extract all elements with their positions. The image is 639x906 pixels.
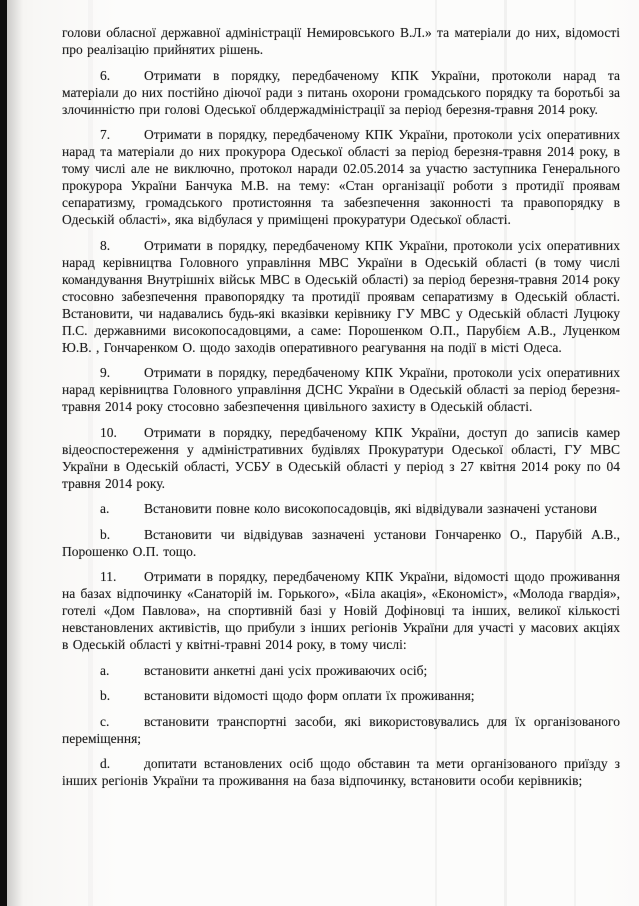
item-letter: a. xyxy=(100,662,110,678)
scan-edge-strip xyxy=(0,0,7,906)
item-number: 6. xyxy=(100,67,111,83)
sub-item-10a xyxy=(62,500,620,517)
item-number: 8. xyxy=(100,237,111,253)
item-letter: a. xyxy=(100,501,110,516)
paragraph-item-7 xyxy=(62,126,620,228)
item-number: 11. xyxy=(100,569,117,584)
item-text: встановити анкетні дані усіх проживаючих осіб; xyxy=(144,662,428,678)
paragraph-item-6 xyxy=(62,67,620,118)
item-text: Отримати в порядку, передбаченому КПК України, протоколи нарад та матеріали до них постійно діючої ради з питань охорони громадського порядку та боротьбі за злочинністю при голові Одеської облдержадміністрації за період березня-травня 2014 року. xyxy=(62,67,620,117)
item-number: 9. xyxy=(100,365,111,380)
sub-item-11c xyxy=(62,713,620,747)
item-letter: b. xyxy=(100,526,111,542)
sub-item-11b xyxy=(62,687,620,704)
item-text: Отримати в порядку, передбаченому КПК України, протоколи усіх оперативних нарад керівництва Головного управління МВС України в Одеській області (в тому числі командування Внутрішніх військ МВС в Одеській області) за період березня-травня 2014 року стосовно забезпечення правопорядку та протидії проявам сепаратизму в Одеській області. Встановити, чи надавались будь-які вказівки керівнику ГУ МВС у Одеській області Луцюку П.С. державними високопосадовцями, а саме: Порошенком О.П., Парубієм А.В., Луценком Ю.В. , Гончаренком О. щодо заходів оперативного реагування на події в місті Одеса. xyxy=(62,237,620,355)
paragraph-item-11 xyxy=(62,568,620,653)
item-text: допитати встановлених осіб щодо обставин та мети організованого приїзду з інших регіонів України та проживання на база відпочинку, встановити особи керівників; xyxy=(62,756,620,788)
sub-item-11a xyxy=(62,662,620,679)
paragraph-continuation: голови обласної державної адміністрації Немировського В.Л.» та матеріали до них, відомості про реалізацію прийнятих рішень. xyxy=(62,25,620,57)
item-text: Отримати в порядку, передбаченому КПК України, доступ до записів камер відеоспостереження у адміністративних будівлях Прокуратури Одеської області, ГУ МВС України в Одеській області, УСБУ в Одеській області у період з 27 квітня 2014 року по 04 травня 2014 року. xyxy=(62,424,620,491)
item-text: встановити відомості щодо форм оплати їх проживання; xyxy=(144,688,475,703)
item-letter: c. xyxy=(100,713,110,729)
sub-item-10b xyxy=(62,526,620,560)
item-text: Отримати в порядку, передбаченому КПК України, відомості щодо проживання на базах відпочинку «Санаторій ім. Горького», «Біла акація», «Економіст», «Молода гвардія», готелі «Дом Павлова», на спортивній базі у Новій Дофіновці та інших, великої кількості невстановлених активістів, що прибули з інших регіонів України для участі у масових акціях в Одеській області у квітні-травні 2014 року, в тому числі: xyxy=(62,569,620,652)
item-letter: d. xyxy=(100,756,111,771)
paragraph-item-8 xyxy=(62,237,620,356)
item-text: встановити транспортні засоби, які використовувались для їх організованого переміщення; xyxy=(62,713,620,746)
item-letter: b. xyxy=(100,688,111,703)
item-number: 10. xyxy=(100,424,117,440)
paragraph-item-10 xyxy=(62,424,620,492)
item-number: 7. xyxy=(100,127,111,142)
item-text: Отримати в порядку, передбаченому КПК України, протоколи усіх оперативних нарад керівництва Головного управління ДСНС України в Одеській області за період березня-травня 2014 року стосовно забезпечення цивільного захисту в Одеській області. xyxy=(62,365,620,414)
item-text: Встановити чи відвідував зазначені установи Гончаренко О., Парубій А.В., Порошенко О.П. тощо. xyxy=(62,526,620,559)
item-text: Встановити повне коло високопосадовців, які відвідували зазначені установи xyxy=(144,501,598,516)
paragraph-item-9 xyxy=(62,364,620,415)
scan-edge-shadow xyxy=(7,0,23,906)
document-content xyxy=(62,24,620,798)
item-text: Отримати в порядку, передбаченому КПК України, протоколи усіх оперативних нарад та матеріали до них прокурора Одеської області за період березня-травня 2014 року, в тому числі але не виключно, протокол наради 02.05.2014 за участю заступника Генерального прокурора України Банчука М.В. на тему: «Стан організації роботи з протидії проявам сепаратизму, громадського протистояння та забезпечення законності та правопорядку в Одеській області», яка відбулася у приміщені прокуратури Одеської області. xyxy=(62,127,620,227)
sub-item-11d xyxy=(62,755,620,789)
